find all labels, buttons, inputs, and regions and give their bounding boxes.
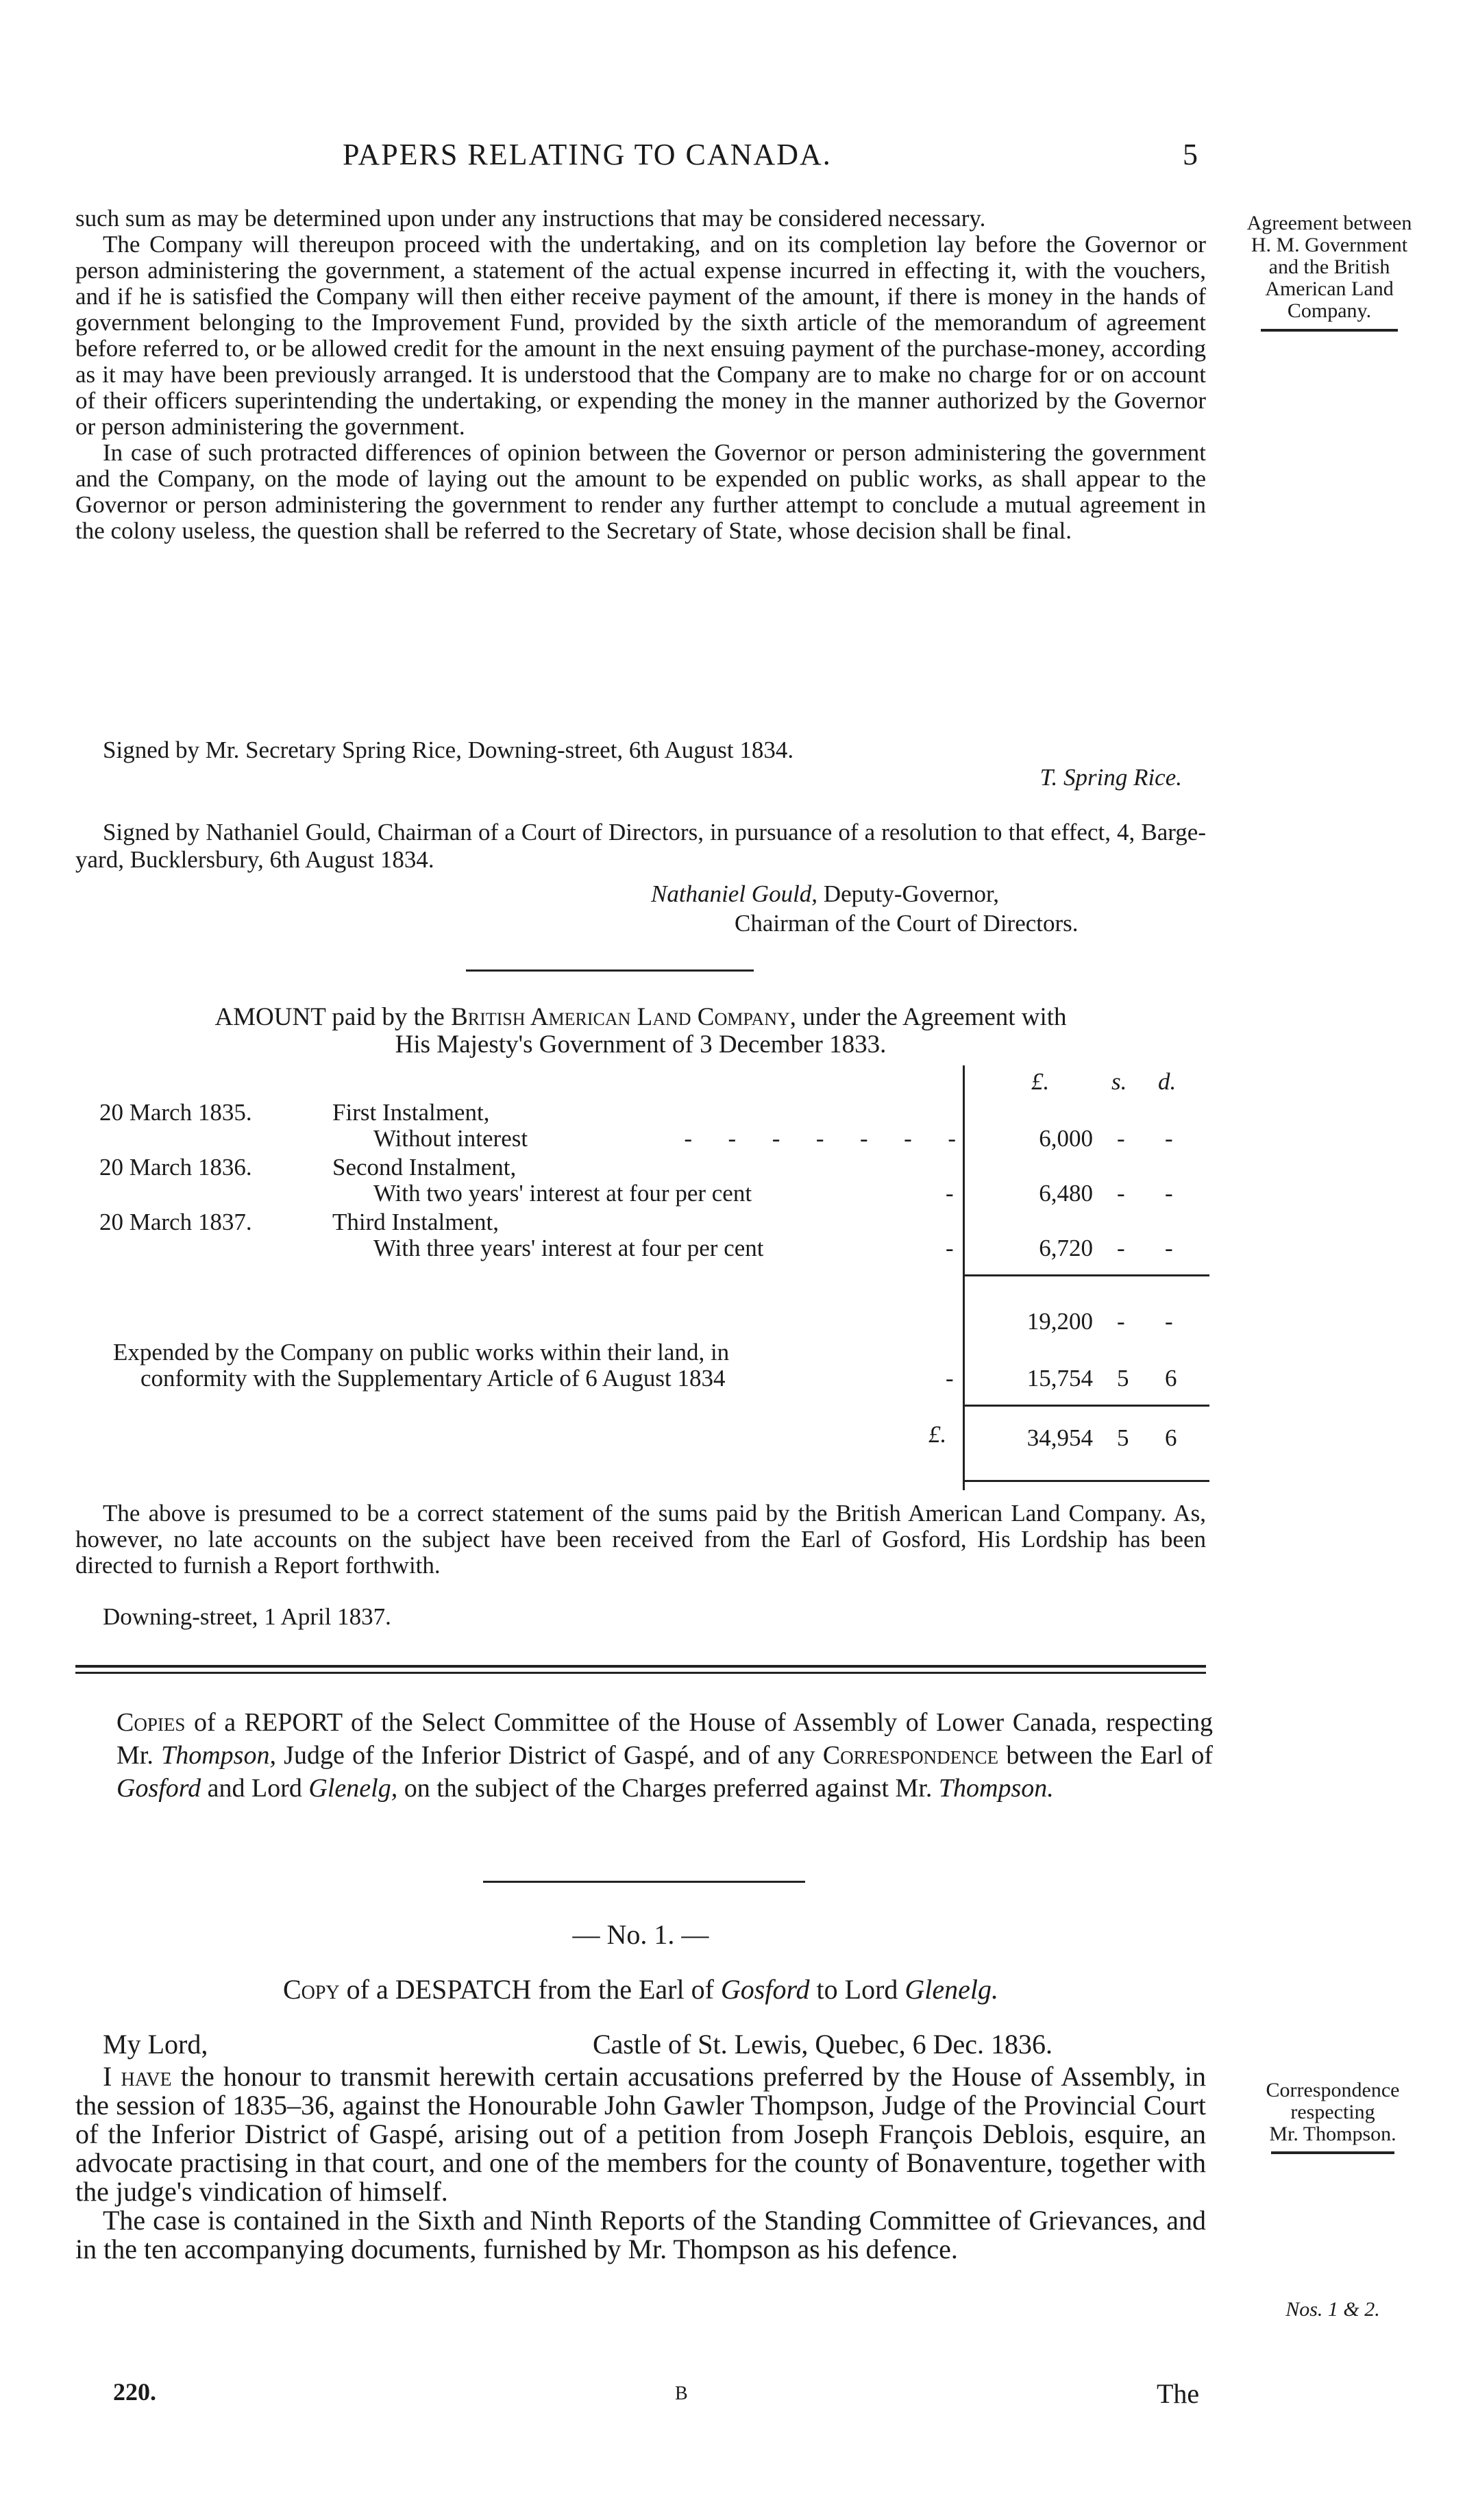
total-double-rule bbox=[963, 1480, 1209, 1482]
footer-signature-letter: B bbox=[675, 2383, 688, 2404]
report-heading: Copies of a REPORT of the Select Committee of the House of Assembly of Lower Canada, respecting Mr. Thompson, Judge of the Inferior District of Gaspé, and of any Correspondence between the Earl of Gosford and Lord Glenelg, on the subject of the Charges preferred against Mr. Thompson. bbox=[116, 1708, 1213, 1803]
signed-line-2 bbox=[75, 819, 1206, 874]
section-divider bbox=[466, 969, 754, 972]
footer-signature-number: 220. bbox=[113, 2378, 156, 2406]
row-pounds: 6,480 bbox=[1039, 1180, 1093, 1207]
row-leader-dash: - bbox=[946, 1235, 954, 1261]
margin-note-line: Agreement between bbox=[1246, 212, 1412, 234]
amount-heading-line2: His Majesty's Government of 3 December 1833. bbox=[395, 1030, 887, 1059]
signature-name: Nathaniel Gould, bbox=[651, 880, 818, 907]
amount-heading bbox=[75, 1004, 1206, 1059]
expended-pence: 6 bbox=[1165, 1365, 1177, 1392]
margin-note-line: Mr. Thompson. bbox=[1269, 2123, 1396, 2145]
table-vertical-rule bbox=[963, 1065, 965, 1490]
row-sub: Without interest bbox=[373, 1125, 528, 1152]
row-pounds: 6,000 bbox=[1039, 1125, 1093, 1152]
subtotal-shillings: - bbox=[1117, 1308, 1125, 1335]
total-rule bbox=[963, 1405, 1209, 1407]
margin-note-line: Correspondence bbox=[1266, 2079, 1400, 2101]
total-shillings: 5 bbox=[1117, 1424, 1129, 1451]
signed-line-1: Signed by Mr. Secretary Spring Rice, Downing-street, 6th August 1834. bbox=[103, 737, 794, 763]
col-header-pounds: £. bbox=[1031, 1068, 1050, 1095]
paragraph: The above is presumed to be a correct statement of the sums paid by the British American Land Company. As, however, no late accounts on the subject have been received from the Earl of Gosford, His Lordship has been directed to furnish a Report forthwith. bbox=[75, 1500, 1206, 1579]
statement-date: Downing-street, 1 April 1837. bbox=[103, 1603, 391, 1630]
signature-title: Deputy-Governor, bbox=[817, 880, 999, 907]
margin-note-line: respecting bbox=[1290, 2101, 1375, 2123]
row-shillings: - bbox=[1117, 1235, 1125, 1261]
paragraph: The Company will thereupon proceed with the undertaking, and on its completion lay before the Governor or person administering the government, a statement of the actual expense incurred in effecting it, with the vouchers, and if he is satisfied the Company will then either receive payment of the amount, if there is money in the hands of government belonging to the Improvement Fund, provided by the sixth article of the memorandum of agreement before referred to, or be allowed credit for the amount in the next ensuing payment of the purchase-money, according as it may have been previously arranged. It is understood that the Company are to make no charge for or on account of their officers superintending the undertaking, or expending the money in the manner authorized by the Governor or person administering the government. bbox=[75, 231, 1206, 440]
margin-note-agreement bbox=[1220, 212, 1439, 322]
row-date: 20 March 1835. bbox=[99, 1099, 252, 1126]
despatch-number: — No. 1. — bbox=[572, 1919, 709, 1950]
margin-note-nos: Nos. 1 & 2. bbox=[1285, 2298, 1380, 2321]
signature-gould-line2: Chairman of the Court of Directors. bbox=[735, 910, 1079, 937]
expended-line2: conformity with the Supplementary Article of 6 August 1834 bbox=[140, 1365, 726, 1392]
row-date: 20 March 1837. bbox=[99, 1209, 252, 1235]
expended-pounds: 15,754 bbox=[1026, 1365, 1093, 1392]
total-pounds: 34,954 bbox=[1026, 1424, 1093, 1451]
page-number: 5 bbox=[1183, 138, 1198, 171]
row-pence: - bbox=[1165, 1180, 1173, 1207]
expended-line1: Expended by the Company on public works within their land, in bbox=[113, 1339, 730, 1366]
margin-note-rule bbox=[1271, 2151, 1394, 2154]
margin-note-rule bbox=[1261, 329, 1398, 332]
section-divider-thin bbox=[75, 1672, 1206, 1674]
place-date: Castle of St. Lewis, Quebec, 6 Dec. 1836. bbox=[593, 2029, 1052, 2060]
margin-note-line: American Land bbox=[1265, 277, 1394, 300]
subtotal-pence: - bbox=[1165, 1308, 1173, 1335]
statement-text bbox=[75, 1500, 1206, 1579]
row-shillings: - bbox=[1117, 1125, 1125, 1152]
section-divider-thick bbox=[75, 1665, 1206, 1668]
paragraph: I have the honour to transmit herewith certain accusations preferred by the House of Assembly, in the session of 1835–36, against the Honourable John Gawler Thompson, Judge of the Provincial Court of the Inferior District of Gaspé, arising out of a petition from Joseph François Deblois, esquire, an advocate practising in that court, and one of the members for the county of Bonaventure, together with the judge's vindication of himself. bbox=[75, 2061, 1207, 2207]
paragraph: In case of such protracted differences of opinion between the Governor or person administering the government and the Company, on the mode of laying out the amount to be expended on public works, as shall appear to the Governor or person administering the government to render any further attempt to conclude a mutual agreement in the colony useless, the question shall be referred to the Secretary of State, whose decision shall be final. bbox=[75, 439, 1206, 544]
amount-heading-line1: AMOUNT paid by the British American Land Company, under the Agreement with bbox=[214, 1003, 1067, 1031]
row-pence: - bbox=[1165, 1125, 1173, 1152]
total-pence: 6 bbox=[1165, 1424, 1177, 1451]
row-shillings: - bbox=[1117, 1180, 1125, 1207]
margin-note-line: and the British bbox=[1268, 256, 1390, 278]
row-leader-dash: - bbox=[946, 1180, 954, 1207]
row-date: 20 March 1836. bbox=[99, 1154, 252, 1181]
expended-dash: - bbox=[946, 1365, 954, 1392]
row-pence: - bbox=[1165, 1235, 1173, 1261]
row-sub: With two years' interest at four per cent bbox=[373, 1180, 752, 1207]
margin-note-correspondence bbox=[1230, 2079, 1436, 2145]
salutation: My Lord, bbox=[103, 2029, 208, 2060]
total-symbol: £. bbox=[928, 1421, 947, 1448]
signature-spring-rice: T. Spring Rice. bbox=[1039, 764, 1182, 791]
paragraph: Signed by Nathaniel Gould, Chairman of a Court of Directors, in pursuance of a resolution to that effect, 4, Barge-yard, Bucklersbury, 6th August 1834. bbox=[75, 819, 1206, 873]
despatch-title: Copy of a DESPATCH from the Earl of Gosford to Lord Glenelg. bbox=[282, 1974, 999, 2005]
row-label: Second Instalment, bbox=[332, 1154, 517, 1181]
paragraph: The case is contained in the Sixth and Ninth Reports of the Standing Committee of Grievances, and in the ten accompanying documents, furnished by Mr. Thompson as his defence. bbox=[75, 2205, 1206, 2264]
running-header-title: PAPERS RELATING TO CANADA. bbox=[343, 138, 832, 171]
margin-note-line: H. M. Government bbox=[1251, 234, 1408, 256]
signature-gould bbox=[651, 880, 1199, 908]
expended-shillings: 5 bbox=[1117, 1365, 1129, 1392]
row-pounds: 6,720 bbox=[1039, 1235, 1093, 1261]
row-sub: With three years' interest at four per cent bbox=[373, 1235, 764, 1261]
row-leader-dashes: - - - - - - - bbox=[684, 1125, 956, 1152]
despatch-body bbox=[75, 2062, 1206, 2264]
section-divider bbox=[483, 1881, 805, 1883]
footer-catchword: The bbox=[1157, 2378, 1200, 2409]
agreement-text bbox=[75, 206, 1206, 544]
col-header-pence: d. bbox=[1158, 1068, 1177, 1095]
row-label: First Instalment, bbox=[332, 1099, 490, 1126]
col-header-shillings: s. bbox=[1111, 1068, 1127, 1095]
margin-note-line: Company. bbox=[1287, 299, 1372, 322]
row-label: Third Instalment, bbox=[332, 1209, 500, 1235]
subtotal-rule bbox=[963, 1274, 1209, 1276]
paragraph: such sum as may be determined upon under any instructions that may be considered necessary. bbox=[75, 205, 986, 232]
subtotal-pounds: 19,200 bbox=[1026, 1308, 1093, 1335]
